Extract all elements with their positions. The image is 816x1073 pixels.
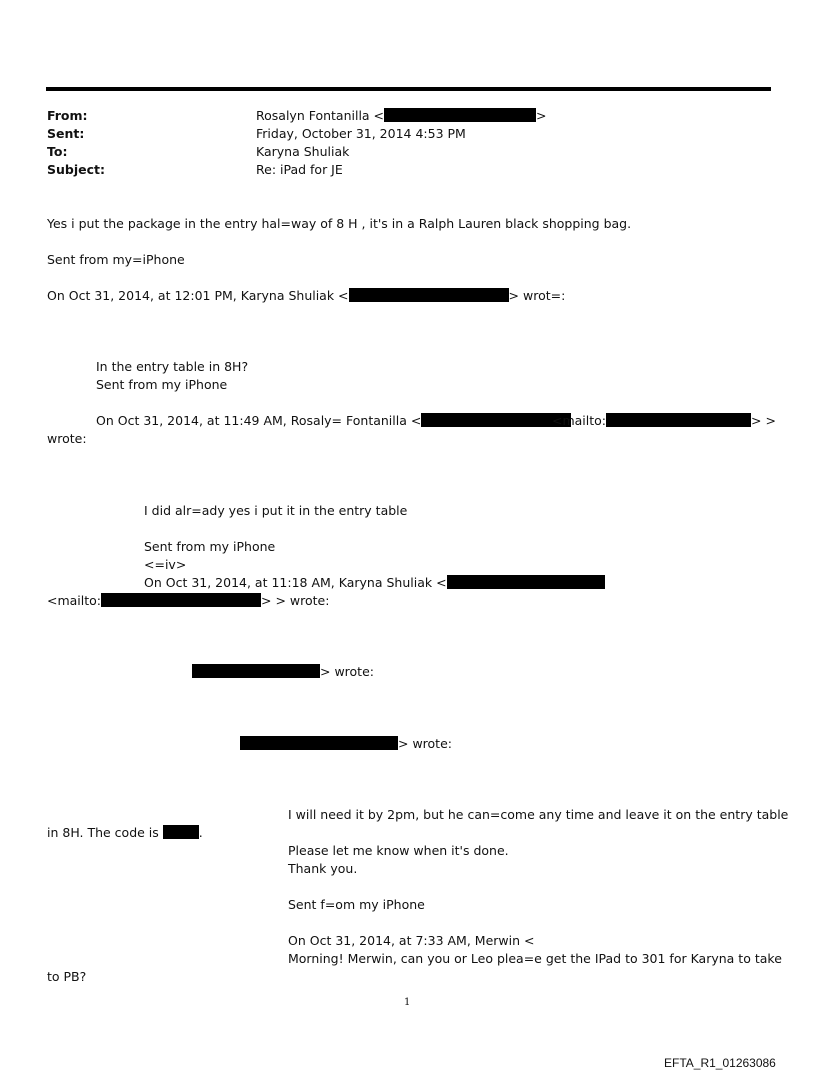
quote5-code-period: . — [198, 825, 203, 840]
body-line-2: Sent from my=iPhone — [47, 252, 185, 267]
quote5-line-2: Please let me know when it's done. — [288, 843, 509, 858]
quote4-wrote: > wrote: — [398, 736, 452, 751]
quote2-line-2: Sent from my iPhone — [144, 539, 276, 554]
from-label: From: — [47, 108, 88, 123]
quote2-mailto-text: <mailto: — [47, 593, 102, 608]
quote1-line-3 — [96, 413, 571, 429]
redaction — [349, 288, 509, 302]
quote5-line-1: I will need it by 2pm, but he can=come any time and leave it on the entry table — [288, 807, 789, 822]
quote1-wrote: wrote: — [47, 431, 87, 446]
quote3-line — [192, 664, 374, 680]
redaction — [192, 664, 320, 678]
redaction — [101, 593, 261, 607]
sent-label: Sent: — [47, 126, 85, 141]
quote5-code-text: in 8H. The code is — [47, 825, 159, 840]
redaction — [606, 413, 751, 427]
quote1-mailto-text: <mailto: — [552, 413, 607, 428]
body-line-1: Yes i put the package in the entry hal=way of 8 H , it's in a Ralph Lauren black shopping bag. — [47, 216, 632, 231]
quote1-line-1: In the entry table in 8H? — [96, 359, 249, 374]
quote2-line-4 — [144, 575, 605, 591]
quote1-line-2: Sent from my iPhone — [96, 377, 228, 392]
quote2-mailto — [47, 593, 329, 609]
quote1-mailto — [552, 413, 776, 429]
quote5-line-6: Morning! Merwin, can you or Leo plea=e get the IPad to 301 for Karyna to take — [288, 951, 782, 966]
quote1-line-3-text: On Oct 31, 2014, at 11:49 AM, Rosaly= Fontanilla < — [96, 413, 422, 428]
body-line-3 — [47, 288, 565, 304]
to-label: To: — [47, 144, 68, 159]
from-close: > — [536, 108, 547, 123]
quote1-mailto-close: > > — [751, 413, 776, 428]
quote5-line-6b: to PB? — [47, 969, 87, 984]
from-name: Rosalyn Fontanilla < — [256, 108, 385, 123]
quote3-wrote: > wrote: — [320, 664, 374, 679]
header-rule — [46, 87, 771, 91]
quote2-line-1: I did alr=ady yes i put it in the entry table — [144, 503, 408, 518]
redaction — [384, 108, 536, 122]
sent-value: Friday, October 31, 2014 4:53 PM — [256, 126, 466, 141]
quote2-wrote: > > wrote: — [261, 593, 330, 608]
quote5-line-3: Thank you. — [288, 861, 358, 876]
quote2-line-3: <=iv> — [144, 557, 187, 572]
subject-value: Re: iPad for JE — [256, 162, 343, 177]
page-number: 1 — [404, 997, 411, 1008]
redaction — [421, 413, 571, 427]
redaction — [447, 575, 605, 589]
quote5-line-4: Sent f=om my iPhone — [288, 897, 425, 912]
to-value: Karyna Shuliak — [256, 144, 350, 159]
body-line-3-wrote: > wrot=: — [508, 288, 566, 303]
quote4-line — [240, 736, 452, 752]
body-line-3-text: On Oct 31, 2014, at 12:01 PM, Karyna Shuliak < — [47, 288, 349, 303]
redaction — [163, 825, 199, 839]
from-value — [256, 108, 547, 124]
redaction — [240, 736, 398, 750]
quote2-line-4-text: On Oct 31, 2014, at 11:18 AM, Karyna Shuliak < — [144, 575, 447, 590]
subject-label: Subject: — [47, 162, 105, 177]
quote5-line-5: On Oct 31, 2014, at 7:33 AM, Merwin < — [288, 933, 535, 948]
document-id: EFTA_R1_01263086 — [664, 1056, 776, 1070]
quote5-line-1b — [47, 825, 203, 841]
